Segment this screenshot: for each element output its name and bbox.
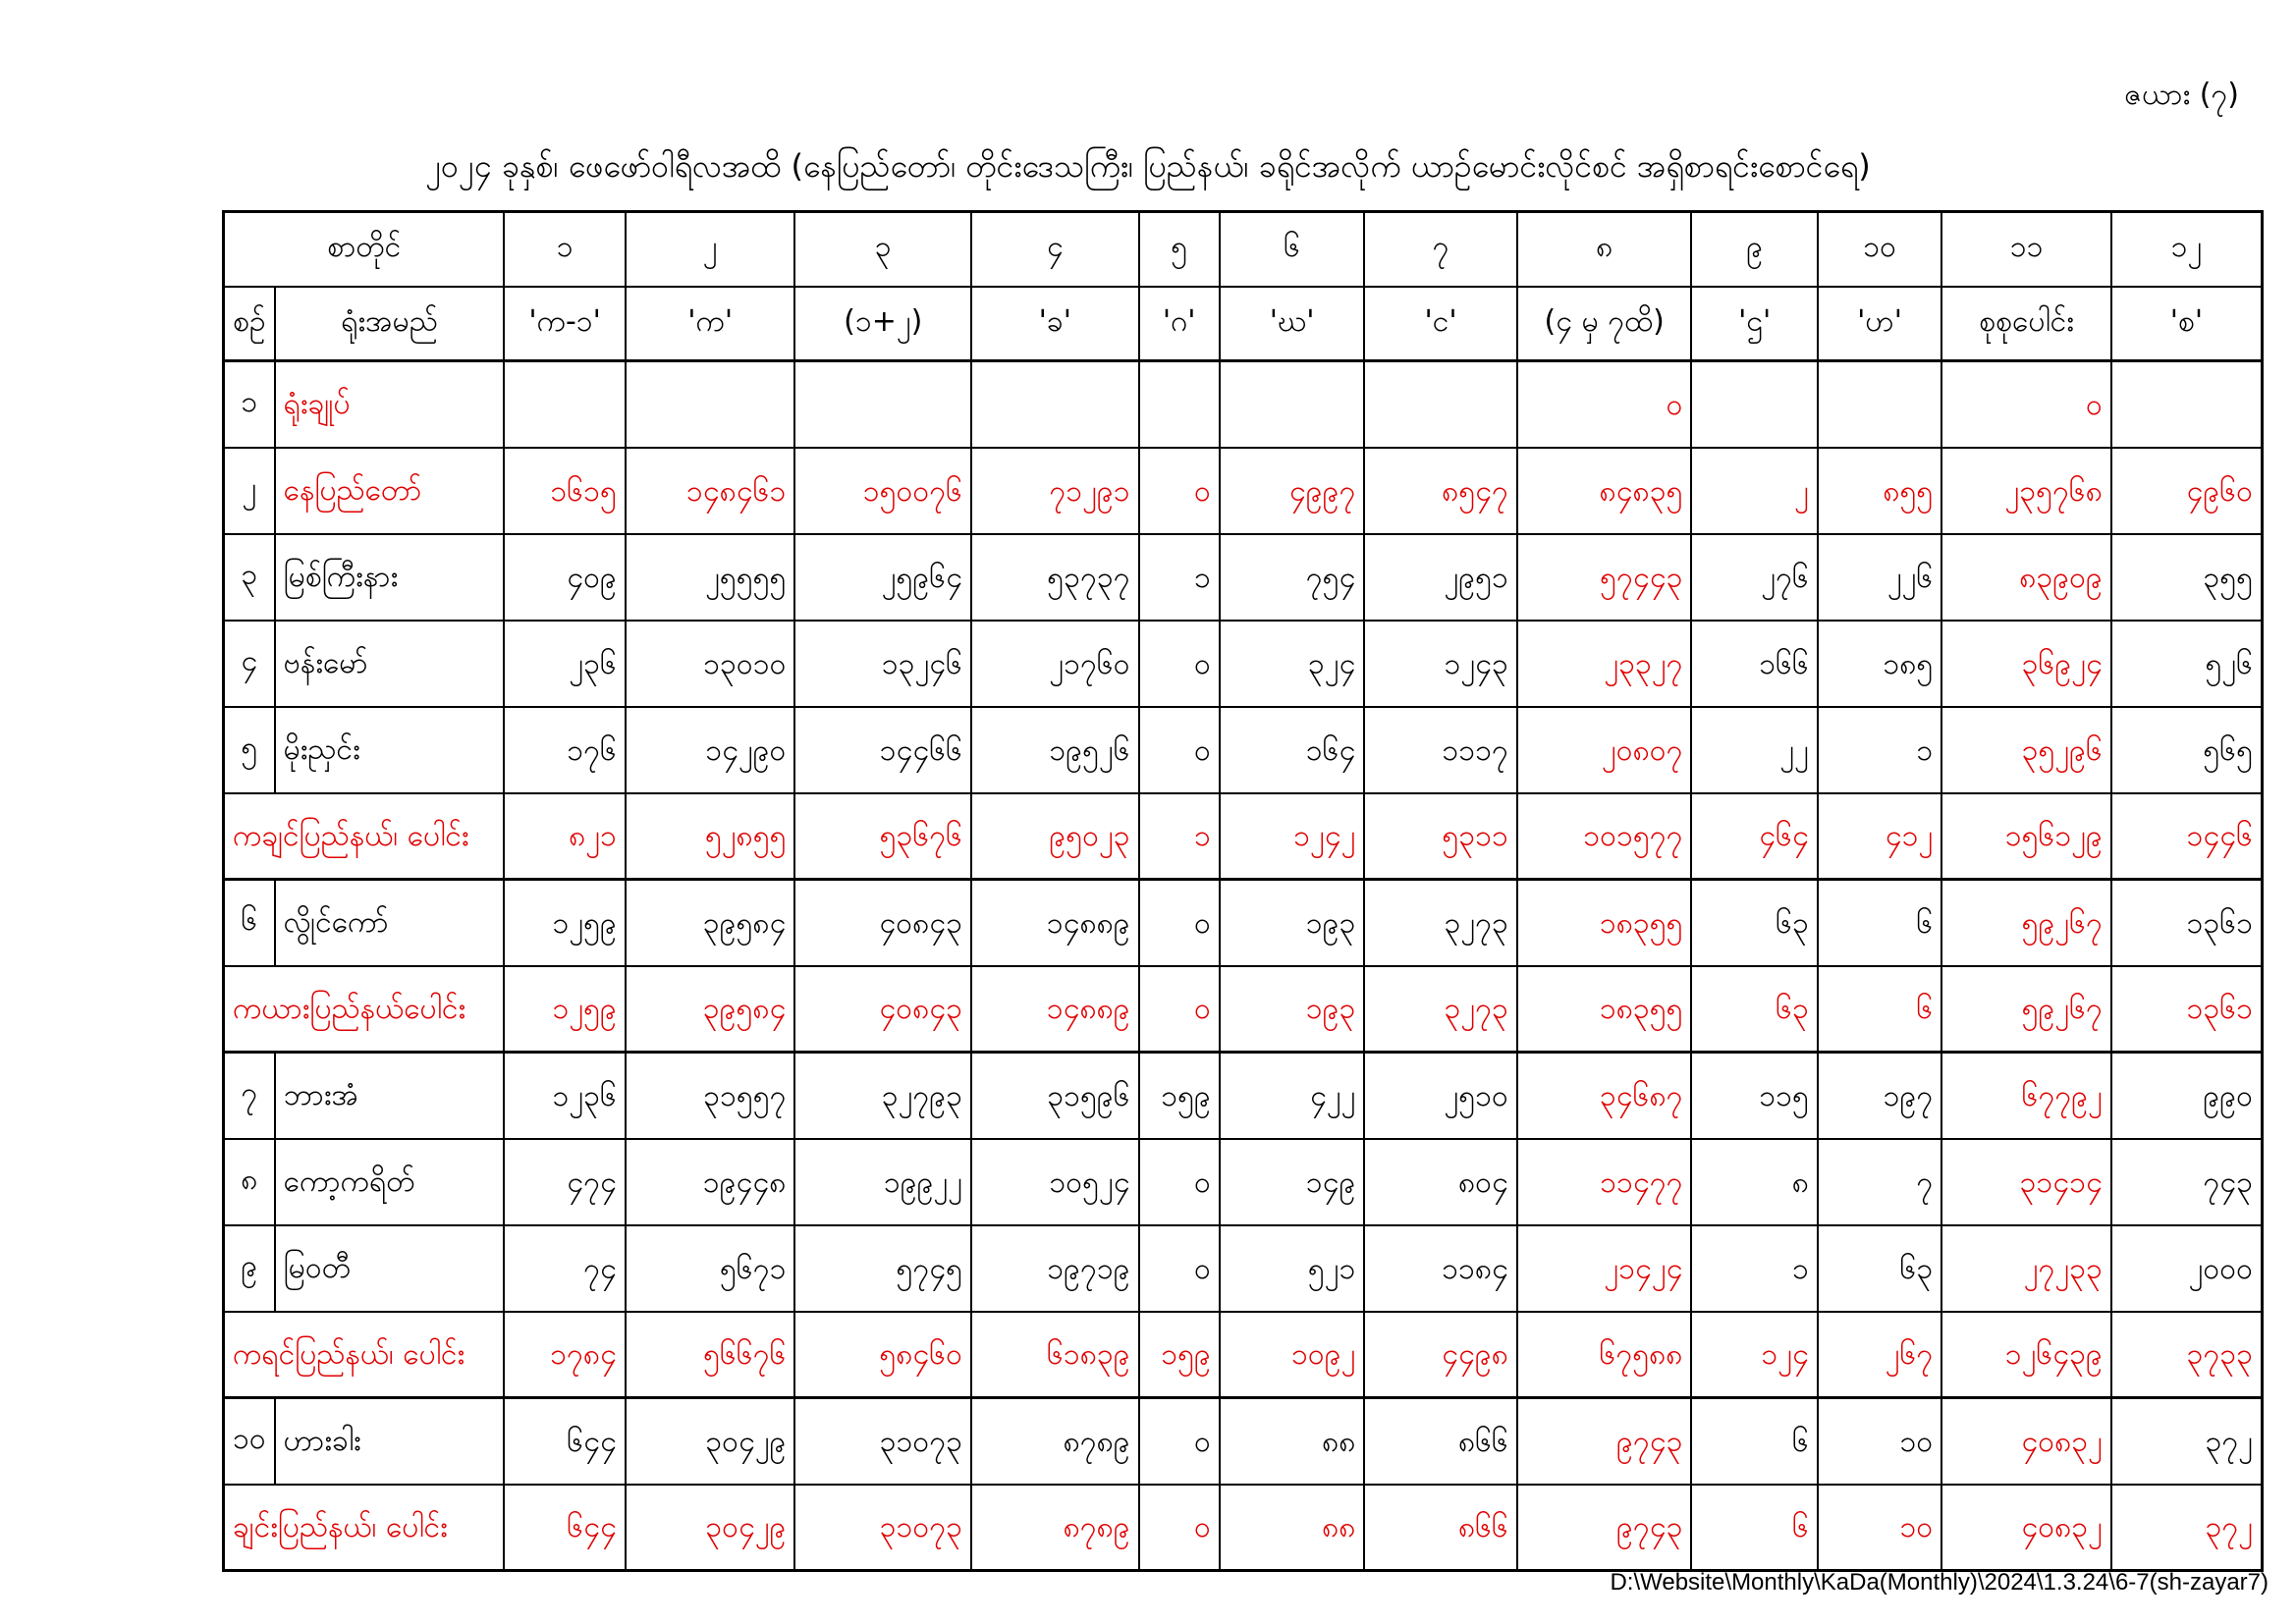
cell-value: ၇၅၄ [1220,534,1364,621]
cell-value: ၆၄၄ [504,1398,625,1485]
cell-value: ၁၃၀၁၀ [626,621,795,707]
subtotal-label: ကရင်ပြည်နယ်၊ ပေါင်း [224,1312,505,1398]
cell-value [504,361,625,448]
column-title-11: စုစုပေါင်း [1941,287,2111,361]
subtotal-value: ၀ [1139,966,1220,1053]
cell-value: ၁၉၃ [1220,880,1364,966]
subtotal-value: ၈၂၁ [504,793,625,880]
serial-number: ၆ [224,880,275,966]
serial-number: ၈ [224,1139,275,1225]
subtotal-value: ၅၃၁၁ [1364,793,1517,880]
office-name: ရုံးချုပ် [275,361,505,448]
subtotal-row [224,1312,2263,1398]
cell-value: ၄၀၉ [504,534,625,621]
subtotal-value: ၁၀၉၂ [1220,1312,1364,1398]
cell-value: ၁၉၇၁၉ [971,1225,1139,1312]
cell-value: ၁၃၆၁ [2111,880,2263,966]
column-title-12: 'စ' [2111,287,2263,361]
serial-number: ၇ [224,1053,275,1139]
cell-value: ၃၁၀၇၃ [794,1398,971,1485]
cell-value: ၂၇၂၃၃ [1941,1225,2111,1312]
cell-value: ၁၆၁၅ [504,448,625,534]
cell-value [2111,361,2263,448]
cell-value: ၁၄၂၉၀ [626,707,795,793]
cell-value [794,361,971,448]
subtotal-value: ၂၆၇ [1818,1312,1941,1398]
cell-value: ၁၉၅၂၆ [971,707,1139,793]
cell-value: ၁၁၅ [1691,1053,1817,1139]
cell-value: ၂၃၃၂၇ [1517,621,1692,707]
cell-value: ၄၀၈၃၂ [1941,1398,2111,1485]
column-title-6: 'ဃ' [1220,287,1364,361]
subtotal-value: ၁၂၅၉ [504,966,625,1053]
cell-value: ၈၅၅ [1818,448,1941,534]
cell-value: ၀ [1139,880,1220,966]
cell-value: ၆ [1691,1398,1817,1485]
cell-value: ၅၇၄၄၃ [1517,534,1692,621]
subtotal-value: ၃၉၅၈၄ [626,966,795,1053]
serial-number-header: စဉ် [224,287,275,361]
column-number-5: ၅ [1139,212,1220,287]
office-row [224,880,2263,966]
column-number-1: ၁ [504,212,625,287]
subtotal-value: ၅၈၄၆၀ [794,1312,971,1398]
cell-value: ၁၀၅၂၄ [971,1139,1139,1225]
subtotal-value: ၈၈ [1220,1485,1364,1571]
cell-value: ၈၇၈၉ [971,1398,1139,1485]
cell-value: ၀ [1139,1139,1220,1225]
cell-value: ၂၅၁၀ [1364,1053,1517,1139]
cell-value: ၂၉၅၁ [1364,534,1517,621]
subtotal-value: ၁၇၈၄ [504,1312,625,1398]
header-row-column-titles [224,287,2263,361]
cell-value: ၁၉၉၂၂ [794,1139,971,1225]
cell-value: ၀ [1139,1398,1220,1485]
subtotal-value: ၀ [1139,1485,1220,1571]
subtotal-value: ၆၇၅၈၈ [1517,1312,1692,1398]
cell-value: ၂၀၈၀၇ [1517,707,1692,793]
office-name: ဘားအံ [275,1053,505,1139]
subtotal-value: ၄၀၈၃၂ [1941,1485,2111,1571]
subtotal-value: ၉၇၄၃ [1517,1485,1692,1571]
office-name: မြစ်ကြီးနား [275,534,505,621]
subtotal-value: ၁၀၁၅၇၇ [1517,793,1692,880]
office-row [224,534,2263,621]
cell-value: ၁၃၂၄၆ [794,621,971,707]
subtotal-row [224,1485,2263,1571]
cell-value: ၅၆၇၁ [626,1225,795,1312]
subtotal-value: ၅၂၈၅၅ [626,793,795,880]
subtotal-value: ၄၆၄ [1691,793,1817,880]
cell-value: ၂၅၅၅၅ [626,534,795,621]
office-row [224,707,2263,793]
serial-number: ၃ [224,534,275,621]
subtotal-value: ၅၆၆၇၆ [626,1312,795,1398]
subtotal-value: ၁၅၆၁၂၉ [1941,793,2111,880]
cell-value: ၁၁၈၄ [1364,1225,1517,1312]
serial-number: ၄ [224,621,275,707]
cell-value: ၁၄၉ [1220,1139,1364,1225]
subtotal-value: ၁၄၄၆ [2111,793,2263,880]
subtotal-value: ၆ [1691,1485,1817,1571]
cell-value: ၆ [1818,880,1941,966]
cell-value: ၅၇၄၅ [794,1225,971,1312]
cell-value: ၁ [1139,534,1220,621]
cell-value: ၀ [1941,361,2111,448]
column-number-9: ၉ [1691,212,1817,287]
cell-value: ၄၀၈၄၃ [794,880,971,966]
cell-value: ၇၄ [504,1225,625,1312]
subtotal-value: ၁၃၆၁ [2111,966,2263,1053]
cell-value: ၃၀၄၂၉ [626,1398,795,1485]
cell-value: ၃၅၂၉၆ [1941,707,2111,793]
office-name: ကော့ကရိတ် [275,1139,505,1225]
column-title-2: 'က' [626,287,795,361]
column-title-9: 'ဌ' [1691,287,1817,361]
office-name-header: ရုံးအမည် [275,287,505,361]
header-row-column-numbers [224,212,2263,287]
cell-value: ၃၂၇၃ [1364,880,1517,966]
cell-value: ၁၇၆ [504,707,625,793]
cell-value [1220,361,1364,448]
cell-value: ၃၂၄ [1220,621,1364,707]
office-name: လွိုင်ကော် [275,880,505,966]
subtotal-value: ၃၇၂ [2111,1485,2263,1571]
cell-value: ၈၀၄ [1364,1139,1517,1225]
cell-value: ၁၂၅၉ [504,880,625,966]
subtotal-row [224,966,2263,1053]
cell-value: ၁၈၅ [1818,621,1941,707]
cell-value: ၃၉၅၈၄ [626,880,795,966]
cell-value: ၆၃ [1691,880,1817,966]
subtotal-value: ၉၅၀၂၃ [971,793,1139,880]
subtotal-value: ၁ [1139,793,1220,880]
office-row [224,621,2263,707]
cell-value: ၅၉၂၆၇ [1941,880,2111,966]
cell-value: ၂၂ [1691,707,1817,793]
cell-value: ၁၉၄၄၈ [626,1139,795,1225]
cell-value: ၀ [1139,621,1220,707]
subtotal-value: ၁၂၄၂ [1220,793,1364,880]
cell-value: ၇ [1818,1139,1941,1225]
serial-number: ၁၀ [224,1398,275,1485]
cell-value: ၄၉၉၇ [1220,448,1364,534]
cell-value: ၁၆၆ [1691,621,1817,707]
cell-value: ၃၄၆၈၇ [1517,1053,1692,1139]
cell-value: ၃၂၇၉၃ [794,1053,971,1139]
column-number-11: ၁၁ [1941,212,2111,287]
subtotal-value: ၅၃၆၇၆ [794,793,971,880]
office-name: နေပြည်တော် [275,448,505,534]
column-number-2: ၂ [626,212,795,287]
cell-value: ၅၆၅ [2111,707,2263,793]
subtotal-value: ၆ [1818,966,1941,1053]
cell-value [971,361,1139,448]
cell-value: ၁၄၈၄၆၁ [626,448,795,534]
subtotal-value: ၄၀၈၄၃ [794,966,971,1053]
subtotal-value: ၆၄၄ [504,1485,625,1571]
cell-value [1139,361,1220,448]
subtotal-value: ၄၁၂ [1818,793,1941,880]
cell-value [1691,361,1817,448]
column-title-10: 'ဟ' [1818,287,1941,361]
office-name: ဗန်းမော် [275,621,505,707]
subtotal-value: ၁၈၃၅၅ [1517,966,1692,1053]
cell-value: ၂၁၄၂၄ [1517,1225,1692,1312]
cell-value: ၃၁၅၉၆ [971,1053,1139,1139]
subtotal-value: ၈၆၆ [1364,1485,1517,1571]
subtotal-row [224,793,2263,880]
cell-value: ၀ [1139,1225,1220,1312]
serial-number: ၉ [224,1225,275,1312]
column-number-6: ၆ [1220,212,1364,287]
cell-value: ၁၅၉ [1139,1053,1220,1139]
column-title-8: (၄ မှ ၇ထိ) [1517,287,1692,361]
subtotal-value: ၁၉၃ [1220,966,1364,1053]
cell-value: ၂၅၉၆၄ [794,534,971,621]
subtotal-value: ၁၄၈၈၉ [971,966,1139,1053]
subtotal-value: ၈၇၈၉ [971,1485,1139,1571]
cell-value: ၃၇၂ [2111,1398,2263,1485]
office-name: မိုးညှင်း [275,707,505,793]
column-number-10: ၁၀ [1818,212,1941,287]
cell-value: ၁၁၁၇ [1364,707,1517,793]
cell-value: ၈၅၄၇ [1364,448,1517,534]
cell-value: ၈ [1691,1139,1817,1225]
cell-value [1364,361,1517,448]
cell-value [1818,361,1941,448]
cell-value: ၆၃ [1818,1225,1941,1312]
column-title-3: (၁+၂) [794,287,971,361]
cell-value: ၁ [1818,707,1941,793]
subtotal-label: ကချင်ပြည်နယ်၊ ပေါင်း [224,793,505,880]
cell-value: ၅၂၁ [1220,1225,1364,1312]
cell-value: ၆၇၇၉၂ [1941,1053,2111,1139]
cell-value: ၂၃၆ [504,621,625,707]
cell-value: ၇၄၃ [2111,1139,2263,1225]
subtotal-label: ကယားပြည်နယ်ပေါင်း [224,966,505,1053]
cell-value: ၀ [1139,448,1220,534]
subtotal-value: ၃၂၇၃ [1364,966,1517,1053]
cell-value: ၈၃၉၀၉ [1941,534,2111,621]
cell-value: ၁၂၃၆ [504,1053,625,1139]
subtotal-label: ချင်းပြည်နယ်၊ ပေါင်း [224,1485,505,1571]
subtotal-value: ၃၇၃၃ [2111,1312,2263,1398]
cell-value: ၃၅၅ [2111,534,2263,621]
file-path-footer: D:\Website\Monthly\KaDa(Monthly)\2024\1.3.24\6-7(sh-zayar7) [1610,1569,2269,1596]
cell-value: ၁၄၈၈၉ [971,880,1139,966]
subtotal-value: ၁၂၄ [1691,1312,1817,1398]
cell-value: ၈၈ [1220,1398,1364,1485]
subtotal-value: ၄၄၉၈ [1364,1312,1517,1398]
cell-value: ၈၆၆ [1364,1398,1517,1485]
cell-value: ၁၈၃၅၅ [1517,880,1692,966]
cell-value: ၂၂၆ [1818,534,1941,621]
subtotal-value: ၅၉၂၆၇ [1941,966,2111,1053]
subtotal-value: ၃၀၄၂၉ [626,1485,795,1571]
office-row [224,1225,2263,1312]
cell-value: ၁၁၄၇၇ [1517,1139,1692,1225]
subtotal-value: ၁၀ [1818,1485,1941,1571]
cell-value: ၄၉၆၀ [2111,448,2263,534]
office-row [224,1139,2263,1225]
column-title-7: 'င' [1364,287,1517,361]
subtotal-value: ၁၂၆၄၃၉ [1941,1312,2111,1398]
cell-value: ၉၇၄၃ [1517,1398,1692,1485]
column-number-7: ၇ [1364,212,1517,287]
column-title-1: 'က-၁' [504,287,625,361]
cell-value: ၃၁၄၁၄ [1941,1139,2111,1225]
cell-value: ၅၃၇၃၇ [971,534,1139,621]
office-name: မြဝတီ [275,1225,505,1312]
column-title-5: 'ဂ' [1139,287,1220,361]
cell-value: ၉၉၀ [2111,1053,2263,1139]
serial-number: ၂ [224,448,275,534]
cell-value: ၂၀၀၀ [2111,1225,2263,1312]
subtotal-value: ၁၅၉ [1139,1312,1220,1398]
license-table [222,210,2264,1572]
cell-value: ၂၁၇၆၀ [971,621,1139,707]
cell-value: ၄၂၂ [1220,1053,1364,1139]
cell-value: ၁၆၄ [1220,707,1364,793]
cell-value: ၂၇၆ [1691,534,1817,621]
column-title-4: 'ခ' [971,287,1139,361]
office-name: ဟားခါး [275,1398,505,1485]
serial-number: ၅ [224,707,275,793]
subtotal-value: ၆၁၈၃၉ [971,1312,1139,1398]
cell-value [626,361,795,448]
cell-value: ၀ [1517,361,1692,448]
office-row [224,448,2263,534]
office-row [224,1053,2263,1139]
column-number-4: ၄ [971,212,1139,287]
cell-value: ၀ [1139,707,1220,793]
cell-value: ၃၆၉၂၄ [1941,621,2111,707]
cell-value: ၈၄၈၃၅ [1517,448,1692,534]
cell-value: ၁ [1691,1225,1817,1312]
subtotal-value: ၆၃ [1691,966,1817,1053]
cell-value: ၅၂၆ [2111,621,2263,707]
cell-value: ၄၇၄ [504,1139,625,1225]
column-number-12: ၁၂ [2111,212,2263,287]
cell-value: ၁၂၄၃ [1364,621,1517,707]
cell-value: ၁၀ [1818,1398,1941,1485]
column-number-3: ၃ [794,212,971,287]
subtotal-value: ၃၁၀၇၃ [794,1485,971,1571]
cell-value: ၁၄၄၆၆ [794,707,971,793]
page-label: ဇယား (၇) [2124,78,2239,112]
page-title: ၂၀၂၄ ခုနှစ်၊ ဖေဖော်ဝါရီလအထိ (နေပြည်တော်၊ တိုင်းဒေသကြီး၊ ပြည်နယ်၊ ခရိုင်အလိုက် ယာဉ်မောင်းလိုင်စင် အရှိစာရင်းစောင်ရေ) [425,147,1871,185]
office-row [224,1398,2263,1485]
cell-value: ၂၃၅၇၆၈ [1941,448,2111,534]
cell-value: ၃၁၅၅၇ [626,1053,795,1139]
column-number-label: စာတိုင် [224,212,505,287]
serial-number: ၁ [224,361,275,448]
cell-value: ၂ [1691,448,1817,534]
column-number-8: ၈ [1517,212,1692,287]
cell-value: ၁၉၇ [1818,1053,1941,1139]
office-row [224,361,2263,448]
cell-value: ၇၁၂၉၁ [971,448,1139,534]
cell-value: ၁၅၀၀၇၆ [794,448,971,534]
